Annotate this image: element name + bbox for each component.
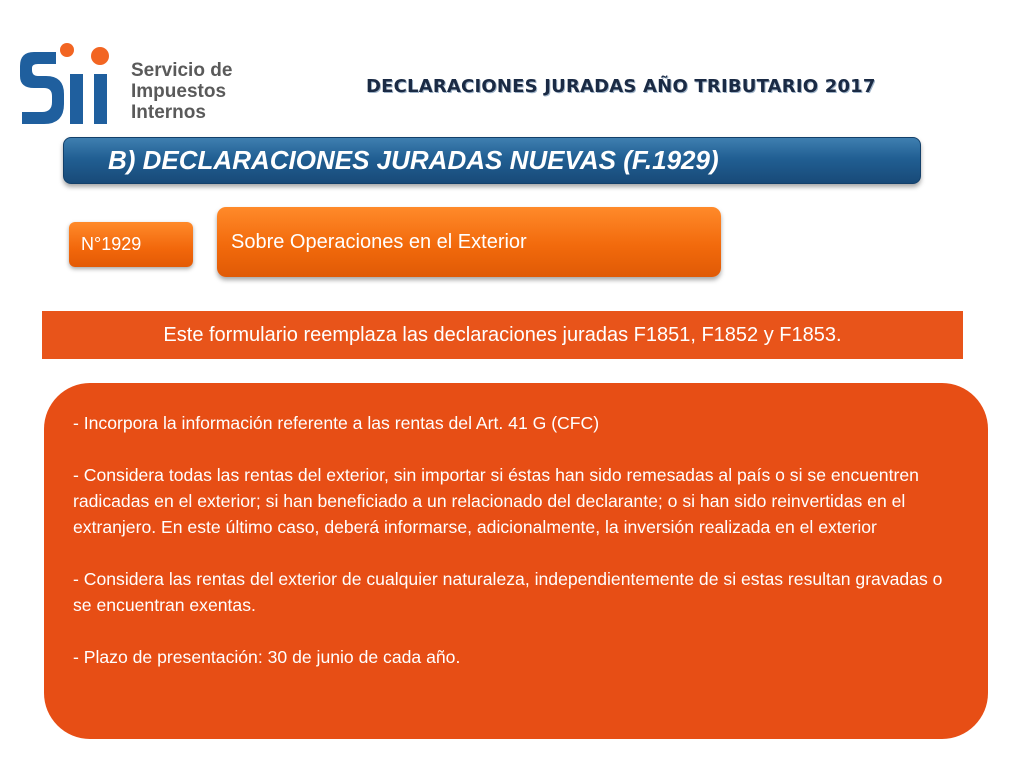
section-title-banner bbox=[63, 137, 921, 184]
form-subject-box bbox=[217, 207, 721, 277]
replacement-notice bbox=[42, 311, 963, 359]
detail-item: - Considera las rentas del exterior de cualquier naturaleza, independientemente de si estas resultan gravadas o se encuentran exentas. bbox=[73, 569, 943, 615]
detail-item: - Incorpora la información referente a las rentas del Art. 41 G (CFC) bbox=[73, 413, 600, 433]
logo-line-1: Servicio de bbox=[131, 60, 233, 81]
section-title: B) DECLARACIONES JURADAS NUEVAS (F.1929) bbox=[108, 145, 719, 175]
sii-logo-mark-icon bbox=[18, 42, 128, 126]
form-number-label: N°1929 bbox=[81, 234, 142, 254]
logo-line-3: Internos bbox=[131, 102, 206, 123]
logo-wordmark bbox=[131, 60, 232, 123]
sii-logo bbox=[18, 42, 258, 126]
replacement-notice-text: Este formulario reemplaza las declaraciones juradas F1851, F1852 y F1853. bbox=[163, 323, 842, 346]
form-subject-label: Sobre Operaciones en el Exterior bbox=[231, 231, 527, 253]
form-number-badge bbox=[69, 222, 193, 267]
detail-item: - Plazo de presentación: 30 de junio de cada año. bbox=[73, 647, 461, 667]
logo-line-2: Impuestos bbox=[131, 81, 227, 102]
details-panel bbox=[44, 383, 988, 739]
detail-item: - Considera todas las rentas del exterior, sin importar si éstas han sido remesadas al país o si se encuentren radicadas en el exterior; si han beneficiado a un relacionado del declarante; o si han sido reinvertidas en el extranjero. En este último caso, deberá informarse, adicionalmente, la inversión realizada en el exterior bbox=[73, 465, 919, 537]
page-header-title: DECLARACIONES JURADAS AÑO TRIBUTARIO 2017 bbox=[366, 76, 876, 97]
